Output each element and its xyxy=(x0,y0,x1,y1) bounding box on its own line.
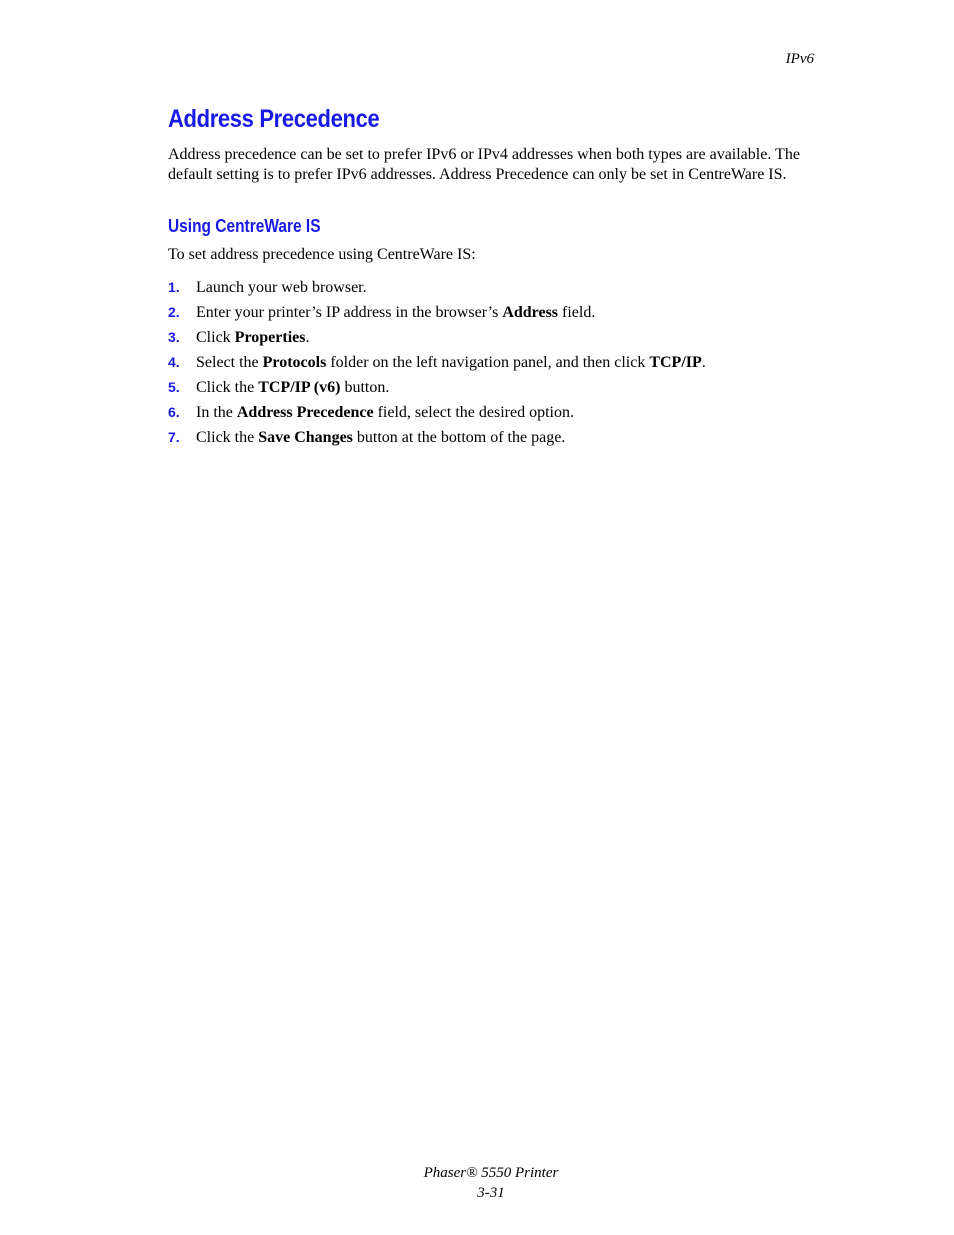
step-emphasis: Save Changes xyxy=(258,429,353,446)
footer-product: Phaser® 5550 Printer xyxy=(423,1165,559,1181)
list-item xyxy=(168,425,818,450)
step-emphasis: TCP/IP xyxy=(649,354,702,371)
step-text: . xyxy=(305,329,310,346)
step-number: 5. xyxy=(168,379,180,395)
footer-page-number: 3-31 xyxy=(477,1185,505,1201)
step-number: 6. xyxy=(168,404,180,420)
section-body: Address precedence can be set to prefer IPv6 or IPv4 addresses when both types are available. The default setting is to prefer IPv6 addresses. Address Precedence can only be set in CentreWare IS. xyxy=(168,146,800,183)
step-text: Enter your printer’s IP address in the browser’s xyxy=(196,304,503,321)
step-number: 1. xyxy=(168,279,180,295)
list-item xyxy=(168,350,818,375)
list-item xyxy=(168,375,818,400)
step-text: Click the xyxy=(196,379,259,396)
step-emphasis: TCP/IP (v6) xyxy=(258,379,341,396)
step-text: Click the xyxy=(196,429,259,446)
step-emphasis: Protocols xyxy=(262,354,327,371)
list-item xyxy=(168,325,818,350)
step-emphasis: Address Precedence xyxy=(236,404,374,421)
step-number: 2. xyxy=(168,304,180,320)
section-title: Address Precedence xyxy=(168,105,380,133)
step-number: 7. xyxy=(168,429,180,445)
step-text: Launch your web browser. xyxy=(196,279,367,296)
page-content xyxy=(168,100,818,450)
list-item xyxy=(168,275,818,300)
list-item xyxy=(168,300,818,325)
step-emphasis: Address xyxy=(502,304,559,321)
page-footer xyxy=(0,1163,954,1203)
step-text: In the xyxy=(196,404,237,421)
list-item xyxy=(168,400,818,425)
step-text: field. xyxy=(558,304,596,321)
step-text: button. xyxy=(340,379,390,396)
step-text: field, select the desired option. xyxy=(373,404,574,421)
step-number: 3. xyxy=(168,329,180,345)
step-emphasis: Properties xyxy=(234,329,306,346)
subsection-intro: To set address precedence using CentreWare IS: xyxy=(168,246,476,263)
step-text: . xyxy=(701,354,706,371)
step-text: folder on the left navigation panel, and then click xyxy=(326,354,650,371)
running-header: IPv6 xyxy=(785,51,814,67)
subsection-title: Using CentreWare IS xyxy=(168,216,321,236)
step-text: button at the bottom of the page. xyxy=(352,429,566,446)
step-text: Select the xyxy=(196,354,263,371)
steps-list xyxy=(168,275,818,450)
step-text: Click xyxy=(196,329,235,346)
step-number: 4. xyxy=(168,354,180,370)
